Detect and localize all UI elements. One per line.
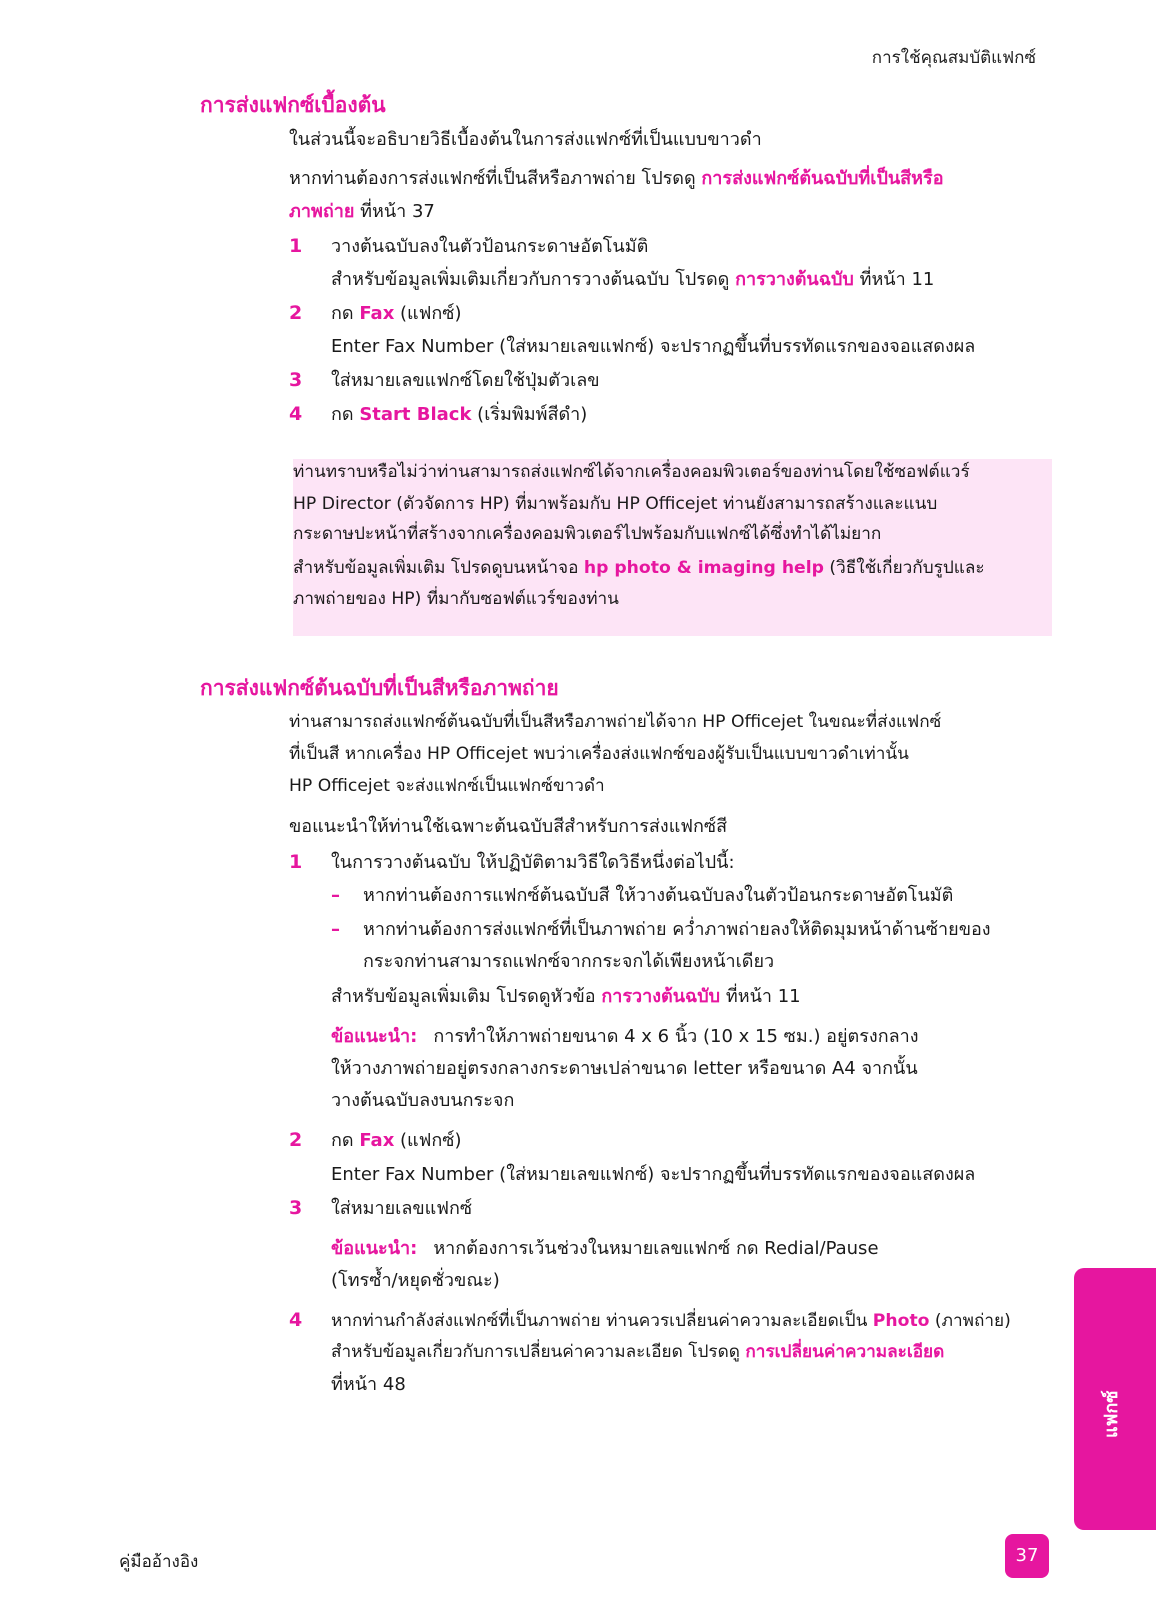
section2-intro-2: ที่เป็นสี หากเครื่อง HP Officejet พบว่าเครื่องส่งแฟกซ์ของผู้รับเป็นแบบขาวดำเท่านั้น	[289, 744, 909, 764]
s2-step-4-sub-cont: ที่หน้า 48	[331, 1374, 406, 1395]
s2-step-4: 4 หากท่านกำลังส่งแฟกซ์ที่เป็นภาพถ่าย ท่านควรเปลี่ยนค่าความละเอียดเป็น Photo (ภาพถ่าย)	[289, 1309, 1011, 1331]
link-load-originals-2[interactable]: การวางต้นฉบับ	[601, 986, 721, 1007]
step-3: 3 ใส่หมายเลขแฟกซ์โดยใช้ปุ่มตัวเลข	[289, 369, 600, 391]
link-load-originals[interactable]: การวางต้นฉบับ	[735, 269, 854, 290]
s2-step-1-more: สำหรับข้อมูลเพิ่มเติม โปรดดูหัวข้อ การวางต้นฉบับ ที่หน้า 11	[331, 986, 801, 1007]
link-color-fax[interactable]: การส่งแฟกซ์ต้นฉบับที่เป็นสีหรือ	[701, 168, 944, 189]
tip-line-4: สำหรับข้อมูลเพิ่มเติม โปรดดูบนหน้าจอ hp photo & imaging help (วิธีใช้เกี่ยวกับรูปและ	[293, 558, 985, 578]
page-number: 37	[1005, 1534, 1049, 1578]
step-1-sub: สำหรับข้อมูลเพิ่มเติมเกี่ยวกับการวางต้นฉบับ โปรดดู การวางต้นฉบับ ที่หน้า 11	[331, 269, 935, 290]
tip-line-5: ภาพถ่ายของ HP) ที่มากับซอฟต์แวร์ของท่าน	[293, 589, 619, 609]
chapter-tab-label: แฟกซ์	[1101, 1390, 1122, 1438]
s2-step-1: 1 ในการวางต้นฉบับ ให้ปฏิบัติตามวิธีใดวิธีหนึ่งต่อไปนี้:	[289, 851, 735, 873]
s2-tip-1-line-3: วางต้นฉบับลงบนกระจก	[331, 1090, 515, 1111]
section-title-basic-fax: การส่งแฟกซ์เบื้องต้น	[200, 93, 386, 117]
section2-intro-1: ท่านสามารถส่งแฟกซ์ต้นฉบับที่เป็นสีหรือภาพถ่ายได้จาก HP Officejet ในขณะที่ส่งแฟกซ์	[289, 712, 942, 732]
s2-step-2-sub: Enter Fax Number (ใส่หมายเลขแฟกซ์) จะปรากฏขึ้นที่บรรทัดแรกของจอแสดงผล	[331, 1164, 976, 1185]
s2-step-1-bullet-1: – หากท่านต้องการแฟกซ์ต้นฉบับสี ให้วางต้นฉบับลงในตัวป้อนกระดาษอัตโนมัติ	[331, 885, 954, 906]
s2-tip-1-line-2: ให้วางภาพถ่ายอยู่ตรงกลางกระดาษเปล่าขนาด letter หรือขนาด A4 จากนั้น	[331, 1058, 918, 1079]
step-2: 2 กด Fax (แฟกซ์)	[289, 302, 462, 324]
fax-key-2: Fax	[359, 1130, 395, 1151]
s2-tip-1: ข้อแนะนำ: การทำให้ภาพถ่ายขนาด 4 x 6 นิ้ว (10 x 15 ซม.) อยู่ตรงกลาง	[331, 1026, 919, 1047]
photo-option: Photo	[872, 1311, 930, 1331]
tip-line-1: ท่านทราบหรือไม่ว่าท่านสามารถส่งแฟกซ์ได้จากเครื่องคอมพิวเตอร์ของท่านโดยใช้ซอฟต์แวร์	[293, 462, 970, 482]
section1-color-ref-cont: ภาพถ่าย ที่หน้า 37	[289, 201, 435, 222]
s2-step-1-bullet-2-cont: กระจกท่านสามารถแฟกซ์จากกระจกได้เพียงหน้าเดียว	[363, 951, 775, 972]
section1-color-ref: หากท่านต้องการส่งแฟกซ์ที่เป็นสีหรือภาพถ่าย โปรดดู การส่งแฟกซ์ต้นฉบับที่เป็นสีหรือ	[289, 168, 944, 189]
fax-key: Fax	[359, 303, 395, 324]
section2-advice: ขอแนะนำให้ท่านใช้เฉพาะต้นฉบับสีสำหรับการส่งแฟกซ์สี	[289, 816, 728, 837]
tip-line-2: HP Director (ตัวจัดการ HP) ที่มาพร้อมกับ HP Officejet ท่านยังสามารถสร้างและแนบ	[293, 494, 938, 514]
s2-tip-2: ข้อแนะนำ: หากต้องการเว้นช่วงในหมายเลขแฟกซ์ กด Redial/Pause	[331, 1238, 879, 1259]
step-1: 1 วางต้นฉบับลงในตัวป้อนกระดาษอัตโนมัติ	[289, 235, 649, 257]
section1-intro: ในส่วนนี้จะอธิบายวิธีเบื้องต้นในการส่งแฟกซ์ที่เป็นแบบขาวดำ	[289, 129, 762, 150]
s2-step-3: 3 ใส่หมายเลขแฟกซ์	[289, 1197, 473, 1219]
s2-step-1-bullet-2: – หากท่านต้องการส่งแฟกซ์ที่เป็นภาพถ่าย คว่ำภาพถ่ายลงให้ติดมุมหน้าด้านซ้ายของ	[331, 919, 991, 940]
start-black-key: Start Black	[359, 404, 472, 425]
chapter-tab	[1074, 1268, 1156, 1530]
link-photo-imaging-help[interactable]: hp photo & imaging help	[583, 558, 824, 578]
link-change-resolution[interactable]: การเปลี่ยนค่าความละเอียด	[745, 1342, 945, 1362]
footer-title: คู่มืออ้างอิง	[119, 1552, 199, 1572]
s2-step-4-sub: สำหรับข้อมูลเกี่ยวกับการเปลี่ยนค่าความละเอียด โปรดดู การเปลี่ยนค่าความละเอียด	[331, 1342, 945, 1362]
s2-step-2: 2 กด Fax (แฟกซ์)	[289, 1129, 462, 1151]
link-color-fax-cont[interactable]: ภาพถ่าย	[289, 201, 355, 222]
running-header: การใช้คุณสมบัติแฟกซ์	[871, 48, 1036, 68]
section-title-color-fax: การส่งแฟกซ์ต้นฉบับที่เป็นสีหรือภาพถ่าย	[200, 676, 559, 700]
s2-tip-2-line-2: (โทรซ้ำ/หยุดชั่วขณะ)	[331, 1270, 500, 1291]
step-4: 4 กด Start Black (เริ่มพิมพ์สีดำ)	[289, 403, 588, 425]
step-2-sub: Enter Fax Number (ใส่หมายเลขแฟกซ์) จะปรากฏขึ้นที่บรรทัดแรกของจอแสดงผล	[331, 336, 976, 357]
section2-intro-3: HP Officejet จะส่งแฟกซ์เป็นแฟกซ์ขาวดำ	[289, 776, 605, 796]
tip-line-3: กระดาษปะหน้าที่สร้างจากเครื่องคอมพิวเตอร์ไปพร้อมกับแฟกซ์ได้ซึ่งทำได้ไม่ยาก	[293, 524, 882, 544]
